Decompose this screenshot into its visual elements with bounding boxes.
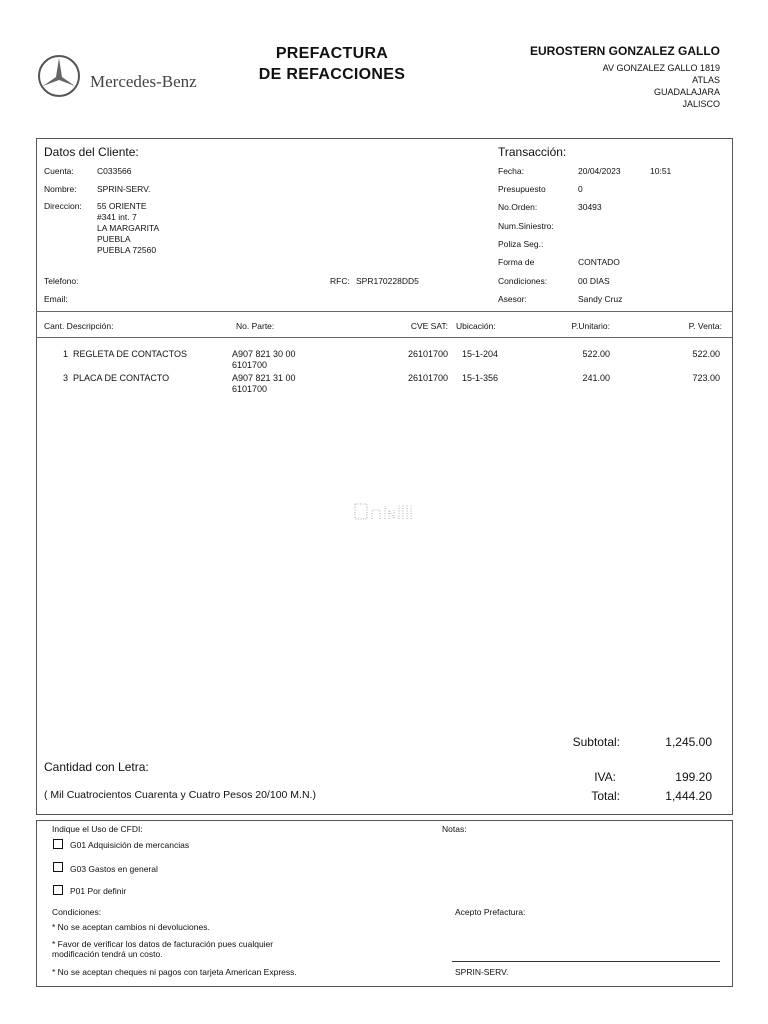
signer-name: SPRIN-SERV. bbox=[455, 967, 509, 977]
subtotal-value: 1,245.00 bbox=[665, 735, 712, 749]
row-unitario: 522.00 bbox=[582, 349, 610, 359]
dealer-address-line: ATLAS bbox=[692, 75, 720, 85]
row-venta: 522.00 bbox=[692, 349, 720, 359]
condicion-text: * No se aceptan cheques ni pagos con tarjeta American Express. bbox=[52, 967, 297, 977]
nombre-label: Nombre: bbox=[44, 184, 77, 194]
checkbox[interactable] bbox=[53, 885, 63, 895]
row-desc: PLACA DE CONTACTO bbox=[73, 373, 170, 383]
direccion-line: PUEBLA bbox=[97, 234, 131, 244]
total-value: 1,444.20 bbox=[665, 789, 712, 803]
col-header-unitario: P.Unitario: bbox=[571, 321, 610, 331]
iva-value: 199.20 bbox=[675, 770, 712, 784]
direccion-line: 55 ORIENTE bbox=[97, 201, 147, 211]
mercedes-star-icon bbox=[36, 53, 82, 99]
forma-label: Forma de bbox=[498, 257, 535, 267]
doc-title-line2: DE REFACCIONES bbox=[258, 66, 406, 83]
dealer-name: EUROSTERN GONZALEZ GALLO bbox=[530, 44, 720, 58]
cfdi-label: Indique el Uso de CFDI: bbox=[52, 824, 143, 834]
row-cant: 1 bbox=[62, 349, 68, 359]
row-parte2: 6101700 bbox=[232, 360, 268, 370]
transaction-section-title: Transacción: bbox=[498, 145, 567, 159]
row-ubicacion: 15-1-356 bbox=[462, 373, 499, 383]
orden-label: No.Orden: bbox=[498, 202, 538, 212]
subtotal-label: Subtotal: bbox=[572, 735, 620, 749]
direccion-label: Direccion: bbox=[44, 201, 82, 211]
presupuesto-value: 0 bbox=[578, 184, 583, 194]
col-header-cve: CVE SAT: bbox=[410, 321, 448, 331]
cfdi-option-label: P01 Por definir bbox=[70, 886, 127, 896]
divider bbox=[36, 311, 733, 312]
row-cve: 26101700 bbox=[407, 373, 448, 383]
row-cant: 3 bbox=[62, 373, 68, 383]
checkbox[interactable] bbox=[53, 839, 63, 849]
cuenta-value: C033566 bbox=[97, 166, 132, 176]
main-document-box bbox=[36, 138, 733, 815]
notas-label: Notas: bbox=[442, 824, 467, 834]
cfdi-option-label: G01 Adquisición de mercancias bbox=[70, 840, 190, 850]
doc-title-line1: PREFACTURA bbox=[275, 45, 389, 62]
placeholder-mark-icon bbox=[354, 502, 416, 522]
poliza-label: Poliza Seg.: bbox=[498, 239, 544, 249]
brand-logo bbox=[36, 50, 216, 102]
asesor-value: Sandy Cruz bbox=[578, 294, 623, 304]
cuenta-label: Cuenta: bbox=[44, 166, 74, 176]
checkbox[interactable] bbox=[53, 862, 63, 872]
fecha-label: Fecha: bbox=[498, 166, 524, 176]
row-parte2: 6101700 bbox=[232, 384, 268, 394]
row-unitario: 241.00 bbox=[582, 373, 610, 383]
signature-line bbox=[452, 961, 720, 962]
client-section-title: Datos del Cliente: bbox=[44, 145, 139, 159]
row-parte: A907 821 31 00 bbox=[232, 373, 296, 383]
nombre-value: SPRIN-SERV. bbox=[97, 184, 151, 194]
siniestro-label: Num.Siniestro: bbox=[498, 221, 554, 231]
dealer-address-line: JALISCO bbox=[682, 99, 720, 109]
condiciones-label: Condiciones: bbox=[498, 276, 548, 286]
asesor-label: Asesor: bbox=[498, 294, 527, 304]
iva-label: IVA: bbox=[594, 770, 616, 784]
telefono-label: Telefono: bbox=[44, 276, 79, 286]
condicion-text: * No se aceptan cambios ni devoluciones. bbox=[52, 922, 210, 932]
brand-name: Mercedes-Benz bbox=[90, 72, 197, 91]
dealer-address-line: AV GONZALEZ GALLO 1819 bbox=[602, 63, 720, 73]
forma-value: CONTADO bbox=[578, 257, 620, 267]
col-header-venta: P. Venta: bbox=[688, 321, 722, 331]
row-parte: A907 821 30 00 bbox=[232, 349, 296, 359]
cantidad-letra-label: Cantidad con Letra: bbox=[44, 760, 149, 774]
divider bbox=[36, 337, 733, 338]
col-header-ubicacion: Ubicación: bbox=[456, 321, 496, 331]
cantidad-letra-value: ( Mil Cuatrocientos Cuarenta y Cuatro Pesos 20/100 M.N.) bbox=[44, 789, 316, 801]
col-header-parte: No. Parte: bbox=[236, 321, 275, 331]
condiciones-value: 00 DIAS bbox=[578, 276, 610, 286]
row-ubicacion: 15-1-204 bbox=[462, 349, 499, 359]
fecha-value: 20/04/2023 bbox=[578, 166, 621, 176]
footer-condiciones-label: Condiciones: bbox=[52, 907, 102, 917]
row-cve: 26101700 bbox=[407, 349, 448, 359]
condicion-text: * Favor de verificar los datos de facturación pues cualquier modificación tendrá un costo. bbox=[52, 939, 274, 959]
row-desc: REGLETA DE CONTACTOS bbox=[73, 349, 188, 359]
email-label: Email: bbox=[44, 294, 68, 304]
rfc-value: SPR170228DD5 bbox=[356, 276, 419, 286]
orden-value: 30493 bbox=[578, 202, 602, 212]
acepto-prefactura-label: Acepto Prefactura: bbox=[455, 907, 526, 917]
presupuesto-label: Presupuesto bbox=[498, 184, 546, 194]
dealer-address-line: GUADALAJARA bbox=[653, 87, 720, 97]
hora-value: 10:51 bbox=[650, 166, 672, 176]
row-venta: 723.00 bbox=[692, 373, 720, 383]
direccion-line: PUEBLA 72560 bbox=[97, 245, 157, 255]
rfc-label: RFC: bbox=[330, 276, 350, 286]
total-label: Total: bbox=[591, 789, 620, 803]
cfdi-option-label: G03 Gastos en general bbox=[70, 864, 158, 874]
col-header-cant-desc: Cant. Descripción: bbox=[44, 321, 114, 331]
direccion-line: #341 int. 7 bbox=[97, 212, 137, 222]
direccion-line: LA MARGARITA bbox=[97, 223, 160, 233]
